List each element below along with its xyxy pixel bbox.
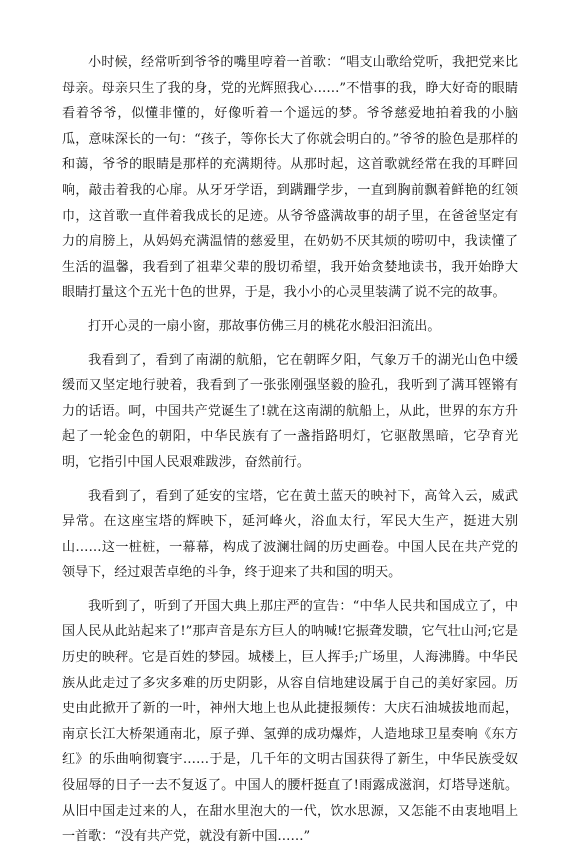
paragraph-nanhu-boat: 我看到了，看到了南湖的航船，它在朝晖夕阳，气象万千的湖光山色中缓缓而又坚定地行驶着，我看到了一张张刚强坚毅的脸孔，我听到了满耳铿锵有力的话语。呵，中国共产党诞生了!就在这南湖的航船上，从此，世界的东方升起了一轮金色的朝阳，中华民族有了一盏指路明灯，它驱散黑暗，它孕育光明，它指引中国人民艰难跋涉，奋然前行。 <box>62 352 518 470</box>
paragraph-childhood-song: 小时候，经常听到爷爷的嘴里哼着一首歌：“唱支山歌给党听，我把党来比母亲。母亲只生了我的身，党的光辉照我心……”不惜事的我，睁大好奇的眼睛看着爷爷，似懂非懂的，好像听着一个遥远的梦。爷爷慈爱地拍着我的小脑瓜，意味深长的一句：“孩子，等你长大了你就会明白的。”爷爷的脸色是那样的和蔼，爷爷的眼睛是那样的充满期待。从那时起，这首歌就经常在我的耳畔回响，敲击着我的心扉。从牙牙学语，到蹒跚学步，一直到胸前飘着鲜艳的红领巾，这首歌一直伴着我成长的足迹。从爷爷盛满故事的胡子里，在爸爸坚定有力的肩膀上，从妈妈充满温情的慈爱里，在奶奶不厌其烦的唠叨中，我读懂了生活的温馨，我看到了祖辈父辈的殷切希望，我开始贪婪地读书，我开始睁大眼睛打量这个五光十色的世界，于是，我小小的心灵里装满了说不完的故事。 <box>62 55 518 301</box>
paragraph-yanan-pagoda: 我看到了，看到了延安的宝塔，它在黄土蓝天的映衬下，高耸入云，威武异常。在这座宝塔的辉映下，延河峰火，浴血太行，军民大生产，挺进大别山……这一桩桩，一幕幕，构成了波澜壮阔的历史画卷。中国人民在共产党的领导下，经过艰苦卓绝的斗争，终于迎来了共和国的明天。 <box>62 488 518 581</box>
paragraph-open-window: 打开心灵的一扇小窗，那故事仿佛三月的桃花水般汩汩流出。 <box>88 318 441 334</box>
paragraph-founding-ceremony: 我听到了，听到了开国大典上那庄严的宣告：“中华人民共和国成立了，中国人民从此站起来了!”那声音是东方巨人的呐喊!它振聋发聩，它气壮山河;它是历史的映秤。它是百姓的梦园。城楼上，巨人挥手;广场里，人海沸腾。中华民族从此走过了多灾多难的历史阴影，从容自信地建设属于自己的美好家园。历史由此掀开了新的一叶，神州大地上也从此捷报频传：大庆石油城拔地而起，南京长江大桥架通南北，原子弹、氢弹的成功爆炸，人造地球卫星奏响《东方红》的乐曲响彻寰宇……于是，几千年的文明古国获得了新生，中华民族受奴役屈辱的日子一去不复返了。中国人的腰杆挺直了!雨露成滋润，灯塔导迷航。从旧中国走过来的人，在甜水里泡大的一代，饮水思源，又怎能不由衷地唱上一首歌：“没有共产党，就没有新中国……” <box>62 598 518 845</box>
